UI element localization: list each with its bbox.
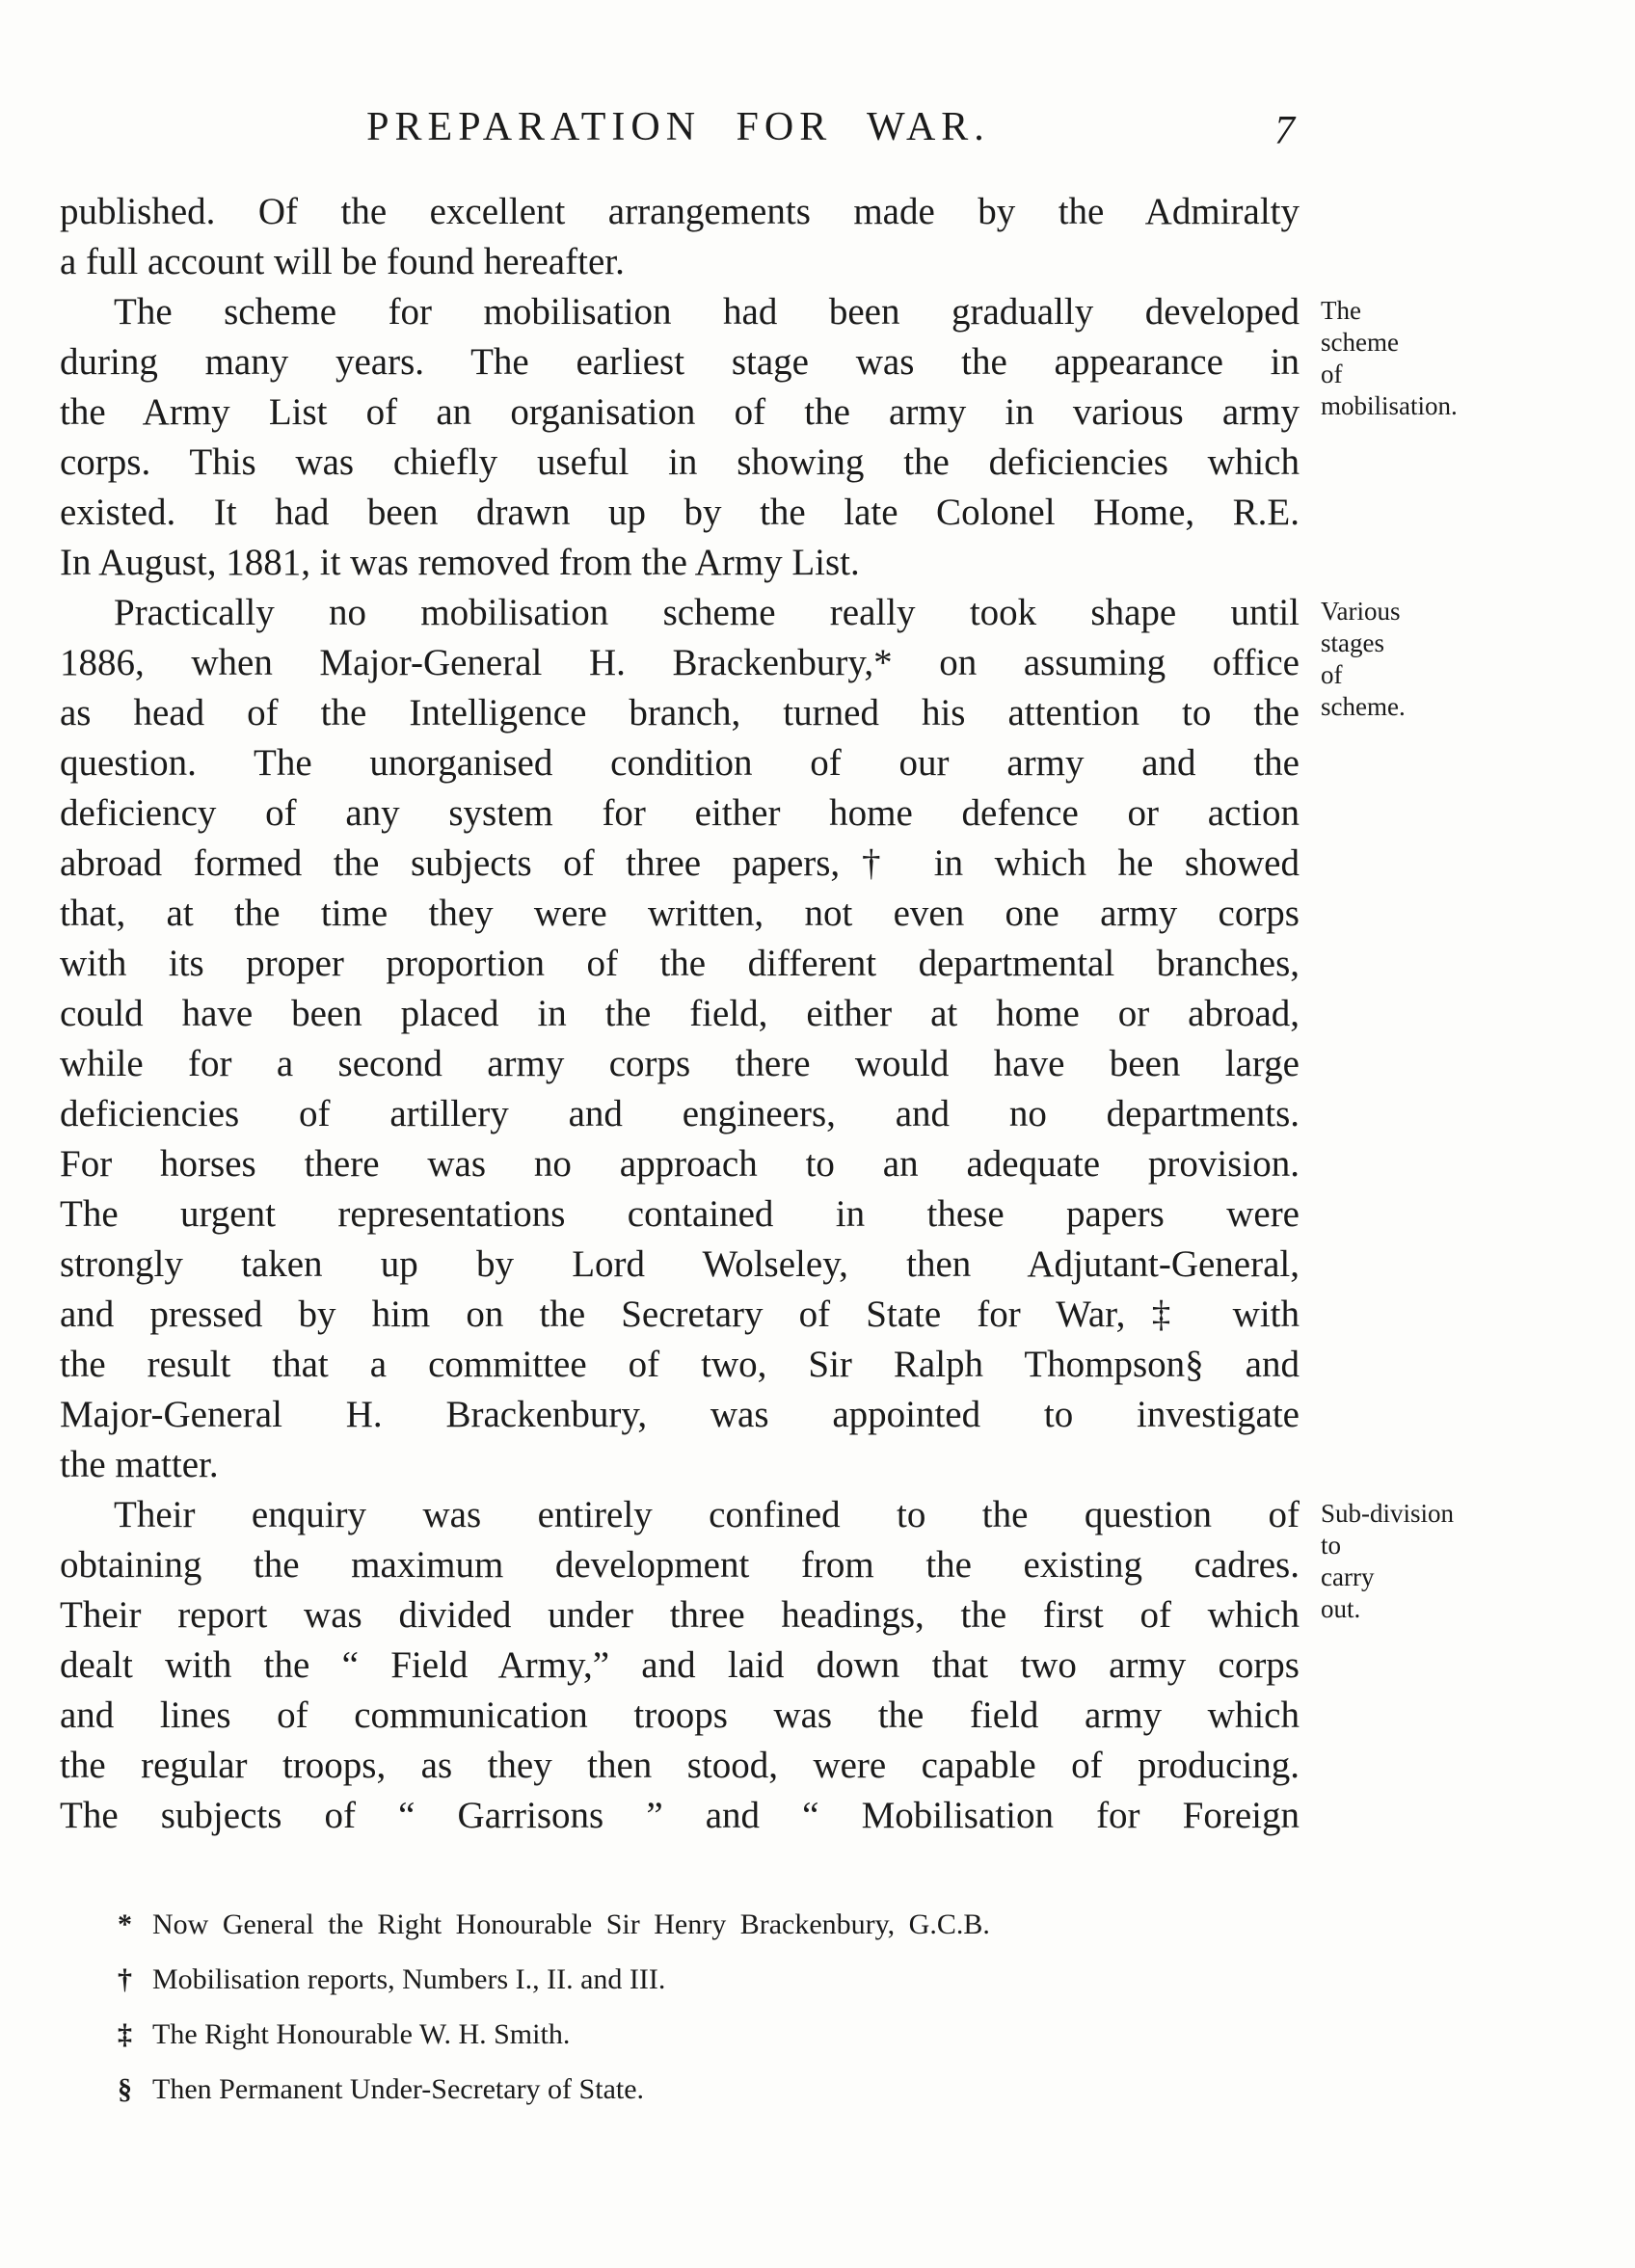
text-line: The scheme for mobilisation had been gradually developed <box>114 291 1300 333</box>
page-number: 7 <box>1274 109 1295 153</box>
text-line: during many years. The earliest stage was the appearance in <box>60 341 1300 383</box>
margin-note-line: of <box>1321 360 1343 388</box>
footnote <box>118 1952 1303 2007</box>
text-line: 1886, when Major-General H. Brackenbury,* on assuming office <box>60 642 1300 683</box>
footnote-text: Now General the Right Honourable Sir Henry Brackenbury, G.C.B. <box>152 1908 990 1940</box>
text-line: deficiencies of artillery and engineers, and no departments. <box>60 1093 1300 1134</box>
text-line: dealt with the “ Field Army,” and laid down that two army corps <box>60 1644 1300 1686</box>
margin-note <box>1321 1498 1629 1625</box>
text-line: The urgent representations contained in these papers were <box>60 1193 1300 1235</box>
margin-note-line: scheme. <box>1321 692 1406 721</box>
text-line: For horses there was no approach to an adequate provision. <box>60 1143 1300 1185</box>
text-line: corps. This was chiefly useful in showing the deficiencies which <box>60 441 1300 483</box>
text-line: with its proper proportion of the different departmental branches, <box>60 943 1300 984</box>
text-line: could have been placed in the field, either at home or abroad, <box>60 993 1300 1034</box>
footnotes <box>118 1897 1303 2117</box>
margin-note <box>1321 596 1629 723</box>
footnote <box>118 2062 1303 2117</box>
text-line: the Army List of an organisation of the army in various army <box>60 391 1300 433</box>
text-line: deficiency of any system for either home defence or action <box>60 792 1300 834</box>
margin-note-line: of <box>1321 660 1343 689</box>
text-line: In August, 1881, it was removed from the Army List. <box>60 542 860 583</box>
margin-note-line: scheme <box>1321 328 1399 357</box>
margin-note-line: to <box>1321 1531 1342 1560</box>
text-line: a full account will be found hereafter. <box>60 241 625 282</box>
footnote-symbol: ‡ <box>118 2018 132 2050</box>
text-line: the regular troops, as they then stood, were capable of producing. <box>60 1745 1300 1786</box>
footnote-text: The Right Honourable W. H. Smith. <box>152 2018 571 2050</box>
text-line: obtaining the maximum development from the existing cadres. <box>60 1544 1300 1586</box>
text-line: strongly taken up by Lord Wolseley, then Adjutant-General, <box>60 1243 1300 1285</box>
footnote-text: Mobilisation reports, Numbers I., II. and III. <box>152 1963 666 1995</box>
text-line: Their enquiry was entirely confined to the question of <box>114 1494 1300 1535</box>
paragraph <box>60 287 1458 588</box>
text-line: that, at the time they were written, not even one army corps <box>60 893 1300 934</box>
text-line: while for a second army corps there would have been large <box>60 1043 1300 1084</box>
footnote <box>118 2007 1303 2062</box>
text-line: Major-General H. Brackenbury, was appointed to investigate <box>60 1394 1300 1435</box>
margin-note-line: The <box>1321 296 1361 325</box>
text-line: and pressed by him on the Secretary of State for War,‡ with <box>60 1294 1300 1335</box>
paragraph <box>60 1490 1455 1841</box>
footnote-symbol: † <box>118 1963 132 1995</box>
text-line: the matter. <box>60 1444 219 1485</box>
text-line: the result that a committee of two, Sir Ralph Thompson§ and <box>60 1344 1300 1385</box>
text-line: Practically no mobilisation scheme really took shape until <box>114 592 1300 633</box>
paragraph <box>60 187 1300 287</box>
footnote <box>118 1897 1303 1952</box>
text-line: question. The unorganised condition of our army and the <box>60 742 1300 784</box>
text-line: published. Of the excellent arrangements made by the Admiralty <box>60 191 1300 232</box>
text-line: Their report was divided under three headings, the first of which <box>60 1594 1300 1636</box>
footnote-symbol: * <box>118 1908 132 1940</box>
margin-note-line: carry <box>1321 1562 1375 1591</box>
footnote-symbol: § <box>118 2073 132 2105</box>
text-line: abroad formed the subjects of three papers,† in which he showed <box>60 842 1300 884</box>
margin-note-line: stages <box>1321 628 1384 657</box>
running-head-title: PREPARATION FOR WAR. <box>366 105 990 149</box>
paragraph <box>60 588 1406 1490</box>
margin-note <box>1321 295 1629 422</box>
text-line: The subjects of “ Garrisons ” and “ Mobilisation for Foreign <box>60 1795 1300 1836</box>
text-line: as head of the Intelligence branch, turned his attention to the <box>60 692 1300 734</box>
margin-note-line: Various <box>1321 597 1401 626</box>
margin-note-line: out. <box>1321 1594 1361 1623</box>
margin-note-line: mobilisation. <box>1321 391 1458 420</box>
body-text <box>60 187 1458 1841</box>
text-line: existed. It had been drawn up by the late Colonel Home, R.E. <box>60 492 1300 533</box>
footnote-text: Then Permanent Under-Secretary of State. <box>152 2073 645 2105</box>
margin-note-line: Sub-division <box>1321 1499 1455 1528</box>
text-line: and lines of communication troops was the field army which <box>60 1694 1300 1736</box>
